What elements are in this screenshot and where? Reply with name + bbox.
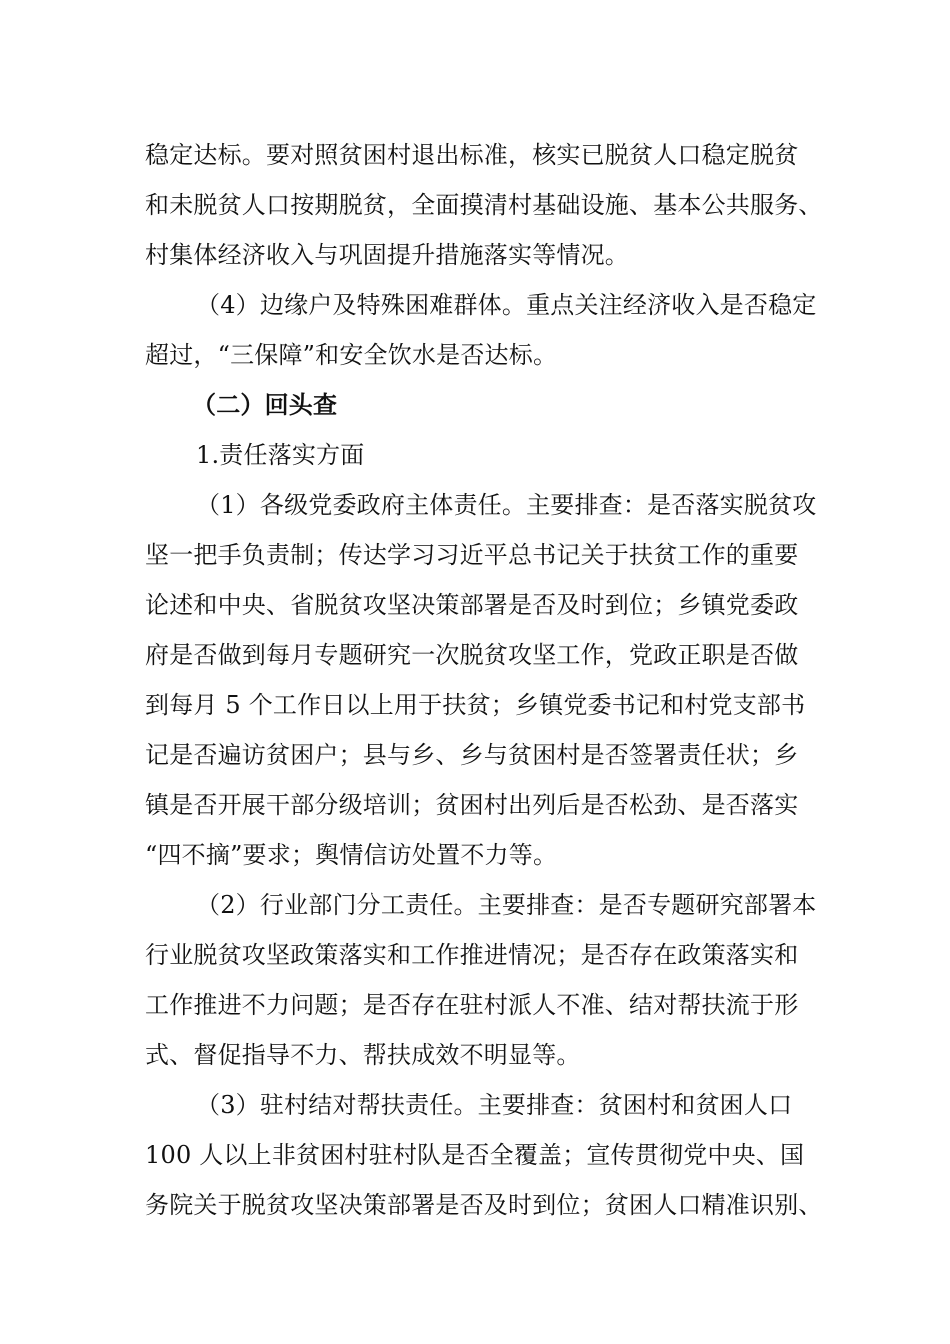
subsection-heading: 1.责任落实方面 — [196, 441, 365, 469]
body-text-line: 村集体经济收入与巩固提升措施落实等情况。 — [145, 241, 629, 269]
body-text-line: 府是否做到每月专题研究一次脱贫攻坚工作，党政正职是否做 — [145, 641, 799, 669]
body-text-line: 镇是否开展干部分级培训；贫困村出列后是否松劲、是否落实 — [145, 791, 799, 819]
body-text-line: 超过，“三保障”和安全饮水是否达标。 — [145, 341, 558, 369]
paragraph-start-line: （2）行业部门分工责任。主要排查：是否专题研究部署本 — [196, 891, 817, 919]
body-text-line: 式、督促指导不力、帮扶成效不明显等。 — [145, 1041, 581, 1069]
body-text-line: 论述和中央、省脱贫攻坚决策部署是否及时到位；乡镇党委政 — [145, 591, 799, 619]
body-text-line: 务院关于脱贫攻坚决策部署是否及时到位；贫困人口精准识别、 — [145, 1191, 823, 1219]
body-text-line: 稳定达标。要对照贫困村退出标准，核实已脱贫人口稳定脱贫 — [145, 141, 799, 169]
paragraph-start-line: （3）驻村结对帮扶责任。主要排查：贫困村和贫困人口 — [196, 1091, 793, 1119]
body-text-line: 到每月 5 个工作日以上用于扶贫；乡镇党委书记和村党支部书 — [145, 691, 806, 719]
body-text-line: “四不摘”要求；舆情信访处置不力等。 — [145, 841, 558, 869]
body-text-line: 行业脱贫攻坚政策落实和工作推进情况；是否存在政策落实和 — [145, 941, 799, 969]
paragraph-start-line: （4）边缘户及特殊困难群体。重点关注经济收入是否稳定 — [196, 291, 817, 319]
paragraph-start-line: （1）各级党委政府主体责任。主要排查：是否落实脱贫攻 — [196, 491, 817, 519]
body-text-line: 记是否遍访贫困户；县与乡、乡与贫困村是否签署责任状；乡 — [145, 741, 799, 769]
section-heading: （二）回头查 — [192, 390, 338, 419]
body-text-line: 工作推进不力问题；是否存在驻村派人不准、结对帮扶流于形 — [145, 991, 799, 1019]
body-text-line: 坚一把手负责制；传达学习习近平总书记关于扶贫工作的重要 — [145, 541, 799, 569]
body-text-line: 100 人以上非贫困村驻村队是否全覆盖；宣传贯彻党中央、国 — [145, 1141, 805, 1169]
body-text-line: 和未脱贫人口按期脱贫，全面摸清村基础设施、基本公共服务、 — [145, 191, 823, 219]
